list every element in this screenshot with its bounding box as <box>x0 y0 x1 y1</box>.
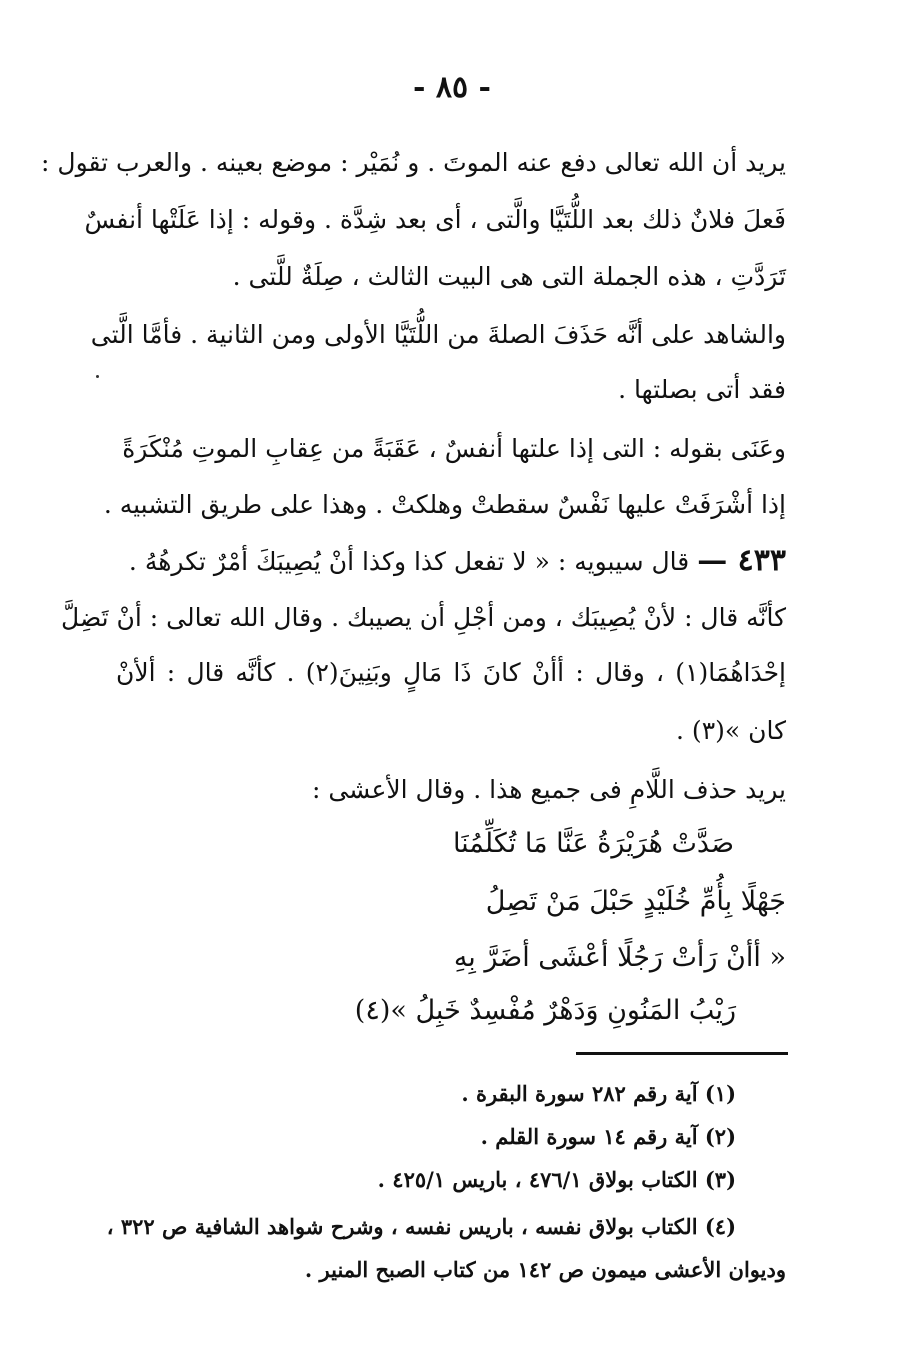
poem-line-2: جَهْلًا بِأُمِّ خُلَيْدٍ حَبْلَ مَنْ تَصِلُ <box>485 886 786 917</box>
body-line-8: كأنَّه قال : لأنْ يُصِيبَك ، ومن أجْلِ أن يصيبك . وقال الله تعالى : أنْ تَضِلَّ <box>61 603 786 632</box>
footnote-3: (٣) الكتاب بولاق ٤٧٦/١ ، باريس ٤٢٥/١ . <box>377 1167 736 1192</box>
body-line-7: إذا أشْرَفَتْ عليها نَفْسٌ سقطتْ وهلكتْ . وهذا على طريق التشبيه . <box>103 490 786 519</box>
body-line-2: فَعلَ فلانٌ ذلك بعد اللُّتَيَّا والَّتى ، أى بعد شِدَّة . وقوله : إذا عَلَتْها أنفسٌ <box>84 205 786 234</box>
body-line-9: إحْدَاهُمَا(١) ، وقال : أأنْ كانَ ذَا مَالٍ وبَنِينَ(٢) . كأنَّه قال : ألأنْ <box>116 658 786 687</box>
entry-text: قال سيبويه : « لا تفعل كذا وكذا أنْ يُصِيبَكَ أمْرٌ تكرهُهُ . <box>128 547 690 576</box>
body-line-11: يريد حذف اللَّامِ فى جميع هذا . وقال الأعشى : <box>311 775 786 804</box>
scan-speck <box>96 375 99 378</box>
entry-number: ٤٣٣ — <box>697 543 786 578</box>
footnote-4-line-1: (٤) الكتاب بولاق نفسه ، باريس نفسه ، وشرح شواهد الشافية ص ٣٢٢ ، <box>106 1214 736 1239</box>
page-number: - ٨٥ - <box>412 70 492 105</box>
footnote-4-line-2: وديوان الأعشى ميمون ص ١٤٢ من كتاب الصبح المنير . <box>304 1257 786 1282</box>
body-line-6: وعَنَى بقوله : التى إذا علتها أنفسٌ ، عَقَبَةً من عِقابِ الموتِ مُنْكَرَةً <box>122 434 786 463</box>
footnote-separator <box>576 1052 788 1055</box>
footnote-1: (١) آية رقم ٢٨٢ سورة البقرة . <box>461 1081 736 1106</box>
body-line-1: يريد أن الله تعالى دفع عنه الموتَ . و نُمَيْر : موضع بعينه . والعرب تقول : <box>41 148 786 177</box>
body-line-3: تَرَدَّتِ ، هذه الجملة التى هى البيت الثالث ، صِلَةٌ للَّتى . <box>232 262 786 291</box>
body-line-10: كان »(٣) . <box>676 716 786 745</box>
footnote-2: (٢) آية رقم ١٤ سورة القلم . <box>480 1124 736 1149</box>
poem-line-3: « أأنْ رَأتْ رَجُلًا أعْشَى أضَرَّ بِهِ <box>453 942 786 973</box>
poem-line-4: رَيْبُ المَنُونِ وَدَهْرٌ مُفْسِدٌ خَبِلُ »(٤) <box>354 995 736 1026</box>
poem-line-1: صَدَّتْ هُرَيْرَةُ عَنَّا مَا تُكَلِّمُنَا <box>452 828 734 859</box>
body-line-5: فقد أتى بصلتها . <box>618 375 786 404</box>
body-line-4: والشاهد على أنَّه حَذَفَ الصلةَ من اللُّتَيَّا الأولى ومن الثانية . فأمَّا الَّتى <box>90 320 786 349</box>
entry-line <box>116 544 786 582</box>
